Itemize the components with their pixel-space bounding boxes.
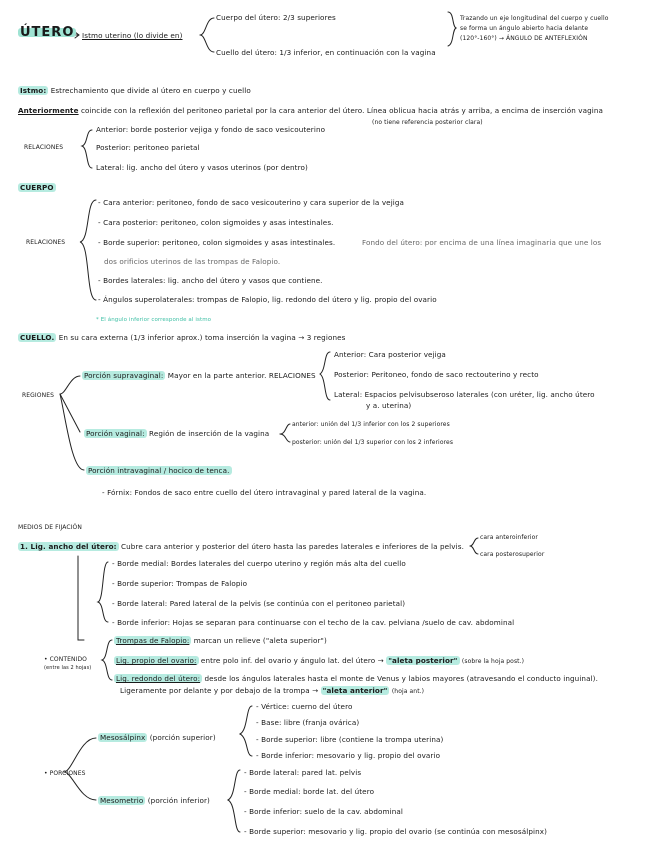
vaginal-label: Porción vaginal: [86, 429, 145, 438]
meso-base: - Base: libre (franja ovárica) [256, 718, 360, 727]
ovario-label: Lig. propio del ovario: [116, 656, 197, 665]
supravaginal-text: Mayor en la parte anterior. RELACIONES [167, 371, 316, 380]
cuello-heading: CUELLO. [20, 333, 55, 342]
vaginal-text: Región de inserción de la vagina [149, 429, 270, 438]
aleta-posterior: "aleta posterior" [388, 656, 458, 665]
supravaginal-label: Porción supravaginal: [84, 371, 164, 380]
redondo-line2: Ligeramente por delante y por debajo de la trompa → [120, 686, 319, 695]
fijacion-heading: MEDIOS DE FIJACIÓN [18, 524, 82, 531]
supra-rel-lateral-2: y a. uterina) [366, 401, 412, 410]
contenido-label: • CONTENIDO [44, 656, 88, 663]
redondo-tail: (hoja ant.) [391, 688, 425, 695]
lig-ancho-row [18, 542, 464, 551]
supra-rel-anterior: Anterior: Cara posterior vejiga [334, 350, 446, 359]
cuerpo-cara-anterior: - Cara anterior: peritoneo, fondo de saco vesicouterino y cara superior de la vejiga [98, 198, 405, 207]
istmo-heading: Istmo: [20, 86, 47, 95]
porciones-label: • PORCIONES [44, 770, 86, 777]
supra-rel-posterior: Posterior: Peritoneo, fondo de saco rectouterino y recto [334, 370, 539, 379]
intravaginal-label: Porción intravaginal / hocico de tenca. [88, 466, 230, 475]
redondo-row-2 [120, 686, 424, 696]
cara-anteroinferior: cara anteroinferior [480, 534, 539, 541]
cuerpo-angulos: - Ángulos superolaterales: trompas de Falopio, lig. redondo del útero y lig. propio del ovario [98, 295, 437, 304]
mesosalpinx-row [98, 733, 216, 742]
note-line-2: se forma un ángulo abierto hacia delante [460, 25, 589, 32]
ovario-row [114, 656, 524, 666]
istmo-row [18, 86, 251, 95]
mesometrio-sub: (porción inferior) [147, 796, 210, 805]
mesometrio-borde-lateral: - Borde lateral: pared lat. pelvis [244, 768, 362, 777]
vaginal-anterior: anterior: unión del 1/3 inferior con los 2 superiores [292, 421, 450, 428]
cuerpo-cara-posterior: - Cara posterior: peritoneo, colon sigmoides y asas intestinales. [98, 218, 334, 227]
cuerpo-heading [18, 183, 56, 192]
istmo-relaciones-label: RELACIONES [24, 144, 64, 151]
anteriormente-text: coincide con la reflexión del peritoneo parietal por la cara anterior del útero. Línea oblicua hacia atrás y arriba, a encima de inserción vagina [80, 106, 604, 115]
cara-posterosuperior: cara posterosuperior [480, 551, 545, 558]
mesosalpinx-label: Mesosálpinx [100, 733, 146, 742]
cuerpo-bordes-laterales: - Bordes laterales: lig. ancho del útero y vasos que contiene. [98, 276, 323, 285]
note-line-1: Trazando un eje longitudinal del cuerpo y cuello [460, 15, 609, 22]
note-line-3: (120°-160°) → ÁNGULO DE ANTEFLEXIÓN [460, 35, 588, 42]
cuello-line: Cuello del útero: 1/3 inferior, en continuación con la vagina [216, 48, 436, 57]
cuello-intro: En su cara externa (1/3 inferior aprox.) toma inserción la vagina → 3 regiones [58, 333, 346, 342]
meso-vertice: - Vértice: cuerno del útero [256, 702, 353, 711]
anteriormente-note: (no tiene referencia posterior clara) [372, 119, 483, 126]
borde-lateral: - Borde lateral: Pared lateral de la pelvis (se continúa con el peritoneo parietal) [112, 599, 406, 608]
redondo-row [114, 674, 598, 683]
vaginal-row [84, 429, 269, 438]
borde-inferior: - Borde inferior: Hojas se separan para continuarse con el techo de la cav. pelviana /suelo de cav. abdominal [112, 618, 515, 627]
borde-superior: - Borde superior: Trompas de Falopio [112, 579, 248, 588]
page-title: ÚTERO [20, 25, 75, 40]
fornix-line: - Fórnix: Fondos de saco entre cuello del útero intravaginal y pared lateral de la vagina. [102, 488, 427, 497]
anteriormente-row [18, 106, 603, 115]
istmo-text: Estrechamiento que divide al útero en cuerpo y cuello [50, 86, 251, 95]
meso-borde-inferior: - Borde inferior: mesovario y lig. propio del ovario [256, 751, 441, 760]
lig-ancho-text: Cubre cara anterior y posterior del útero hasta las paredes laterales e inferiores de la pelvis. [121, 542, 464, 551]
supravaginal-row [82, 371, 316, 380]
trompas-text: marcan un relieve ("aleta superior") [193, 636, 327, 645]
mesometrio-label: Mesometrio [100, 796, 144, 805]
istmo-rel-lateral: Lateral: lig. ancho del útero y vasos uterinos (por dentro) [96, 163, 308, 172]
istmo-label [82, 31, 183, 40]
trompas-label: Trompas de Falopio: [116, 636, 190, 645]
anteriormente-label: Anteriormente [18, 106, 79, 115]
mesometrio-row [98, 796, 210, 805]
supra-rel-lateral: Lateral: Espacios pelvisubseroso laterales (con uréter, lig. ancho útero [334, 390, 595, 399]
intravaginal-row [86, 466, 232, 475]
lig-ancho-label: 1. Lig. ancho del útero: [20, 542, 117, 551]
istmo-rel-posterior: Posterior: peritoneo parietal [96, 143, 200, 152]
contenido-sub: (entre las 2 hojas) [44, 665, 92, 671]
redondo-text: desde los ángulos laterales hasta el monte de Venus y labios mayores (atravesando el conducto inguinal). [204, 674, 598, 683]
cuerpo-line: Cuerpo del útero: 2/3 superiores [216, 13, 336, 22]
borde-medial: - Borde medial: Bordes laterales del cuerpo uterino y región más alta del cuello [112, 559, 406, 568]
istmo-label-text: Istmo uterino (lo divide en) [82, 31, 183, 40]
meso-borde-superior: - Borde superior: libre (contiene la trompa uterina) [256, 735, 444, 744]
redondo-label: Lig. redondo del útero: [116, 674, 201, 683]
mesometrio-borde-superior: - Borde superior: mesovario y lig. propio del ovario (se continúa con mesosálpinx) [244, 827, 547, 836]
vaginal-posterior: posterior: unión del 1/3 superior con los 2 inferiores [292, 439, 454, 446]
cuello-row [18, 333, 345, 342]
cuerpo-borde-superior: - Borde superior: peritoneo, colon sigmoides y asas intestinales. [98, 238, 336, 247]
istmo-rel-anterior: Anterior: borde posterior vejiga y fondo de saco vesicouterino [96, 125, 326, 134]
cuerpo-heading-text: CUERPO [20, 183, 54, 192]
aleta-anterior: "aleta anterior" [322, 686, 388, 695]
mesometrio-borde-inferior: - Borde inferior: suelo de la cav. abdominal [244, 807, 403, 816]
regiones-label: REGIONES [22, 392, 54, 399]
ovario-text: entre polo inf. del ovario y ángulo lat. del útero → [200, 656, 384, 665]
fondo-note-2: dos orificios uterinos de las trompas de Falopio. [104, 257, 281, 266]
mesometrio-borde-medial: - Borde medial: borde lat. del útero [244, 787, 375, 796]
cuerpo-footnote: * El ángulo inferior corresponde al istmo [96, 317, 212, 323]
fondo-note: Fondo del útero: por encima de una línea imaginaria que une los [362, 238, 602, 247]
mesosalpinx-sub: (porción superior) [149, 733, 216, 742]
trompas-row [114, 636, 327, 645]
ovario-tail: (sobre la hoja post.) [461, 658, 525, 665]
cuerpo-relaciones-label: RELACIONES [26, 239, 66, 246]
